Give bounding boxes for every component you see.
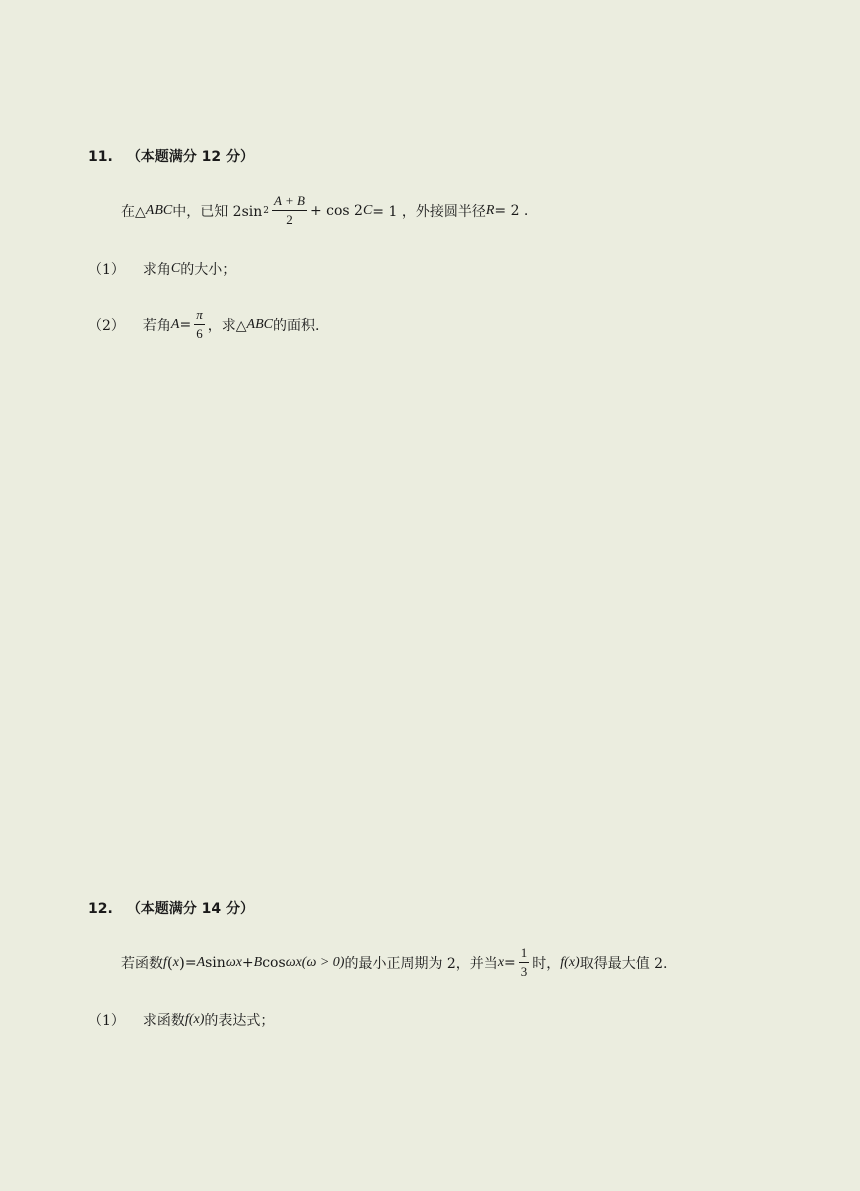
q12-stem-plus: + [241, 954, 254, 971]
q12-score: （本题满分 14 分） [126, 901, 255, 917]
q12-number: 12. [88, 901, 113, 917]
q12-stem-omega-x2: ωx [285, 954, 302, 970]
q11-stem-end: = 2 . [494, 202, 529, 219]
q12-stem-end: 取得最大值 2. [579, 955, 668, 972]
q11-score: （本题满分 12 分） [126, 149, 255, 165]
q12-stem-fx2: (x) [564, 954, 580, 970]
q11-part2 [88, 306, 319, 343]
q12-stem-sin: sin [205, 954, 226, 971]
q12-stem-x-eq: = [504, 954, 516, 971]
q11-number: 11. [88, 149, 113, 165]
q12-stem-omega-x1: ωx [225, 954, 242, 970]
q12-part1-post: 的表达式； [204, 1013, 275, 1029]
q12-stem-x-var: x [497, 954, 505, 970]
q12-stem-mid: 的最小正周期为 2，并当 [344, 955, 498, 972]
q11-stem-c: C [362, 202, 373, 218]
q11-part2-a: A [170, 316, 180, 332]
q11-part1-post: 的大小； [180, 262, 237, 278]
q12-stem-condition: (ω > 0) [301, 954, 345, 970]
q11-part2-eq: = [179, 316, 192, 333]
q11-part1 [88, 259, 236, 279]
q11-part2-fraction [194, 306, 205, 343]
q11-stem-mid: 中，已知 2sin [172, 203, 263, 220]
q11-stem-sup: 2 [263, 205, 270, 216]
q12-stem-f: f [163, 954, 167, 970]
q12-heading [88, 898, 254, 918]
q12-stem-time: 时， [532, 955, 561, 972]
q11-stem-r: R [485, 202, 495, 218]
q11-part1-pre: 求角 [142, 262, 171, 278]
q11-part2-frac-denominator: 6 [196, 326, 203, 341]
q12-stem-paren-close: ) [178, 953, 185, 972]
q12-part1 [88, 1010, 274, 1030]
q12-stem-a: A [196, 954, 206, 970]
q11-stem-fraction [272, 192, 307, 229]
q12-stem-frac-denominator: 3 [520, 964, 528, 979]
q11-stem-abc: ABC [145, 202, 173, 218]
q11-stem-eq: = 1 ，外接圆半径 [372, 203, 486, 220]
q12-stem-x: x [172, 954, 179, 970]
q11-part2-label: （2） [88, 317, 125, 334]
q12-part1-f: f [184, 1012, 189, 1027]
q12-stem-f2: f [560, 954, 565, 970]
q11-heading [88, 146, 254, 166]
q12-stem-eq: = [184, 954, 197, 971]
q12-stem-fraction [519, 944, 530, 981]
q11-part2-frac-numerator: π [194, 306, 205, 325]
q12-stem-frac-numerator: 1 [519, 944, 530, 963]
q11-stem-frac-numerator: A + B [272, 192, 307, 211]
q11-part1-label: （1） [88, 262, 125, 278]
q11-stem-prefix: 在△ [121, 203, 146, 220]
q12-part1-label: （1） [88, 1013, 125, 1029]
q11-part2-pre: 若角 [142, 317, 171, 334]
q11-stem-after-frac: + cos 2 [309, 202, 363, 219]
q11-stem-frac-denominator: 2 [286, 212, 293, 227]
q12-part1-fx: (x) [188, 1012, 205, 1027]
q12-stem-b: B [253, 954, 263, 970]
q12-stem-paren-open: ( [166, 953, 173, 972]
q11-part1-c: C [170, 261, 181, 276]
q12-stem-cos: cos [262, 954, 286, 971]
q12-part1-pre: 求函数 [142, 1013, 185, 1029]
q11-stem [121, 192, 528, 229]
q11-part2-mid: ，求△ [207, 317, 247, 334]
q12-stem [121, 944, 668, 981]
q12-stem-prefix: 若函数 [121, 955, 163, 972]
q11-part2-post: 的面积. [272, 317, 320, 334]
q11-part2-abc: ABC [246, 316, 273, 332]
